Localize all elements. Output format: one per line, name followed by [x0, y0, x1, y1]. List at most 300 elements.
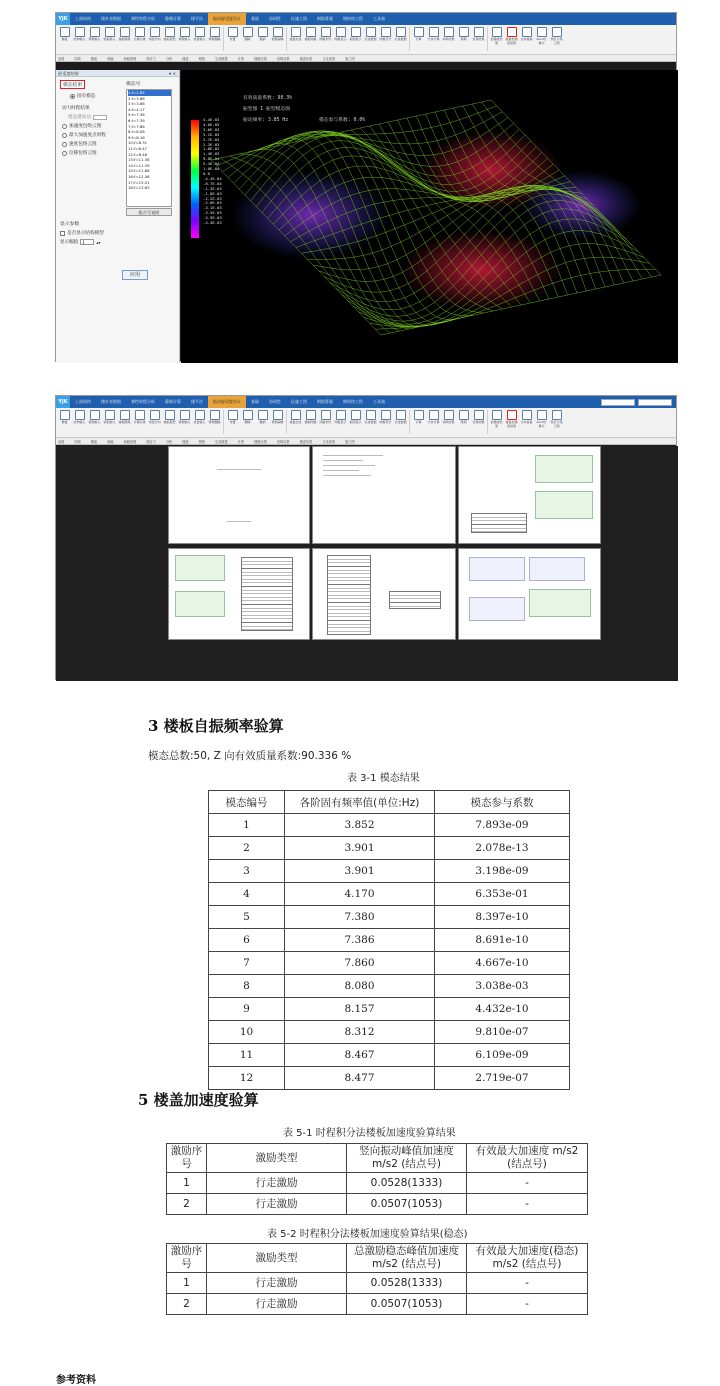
ribbon-button[interactable]	[103, 410, 116, 425]
table-cell: -	[467, 1294, 588, 1315]
ribbon-button-label: 荷载输入	[178, 37, 191, 41]
table-row	[209, 1067, 570, 1090]
mode-list-item[interactable]: 4:f=4.17	[128, 106, 145, 112]
ribbon-button-label: 加速度结果	[490, 420, 503, 428]
module-select[interactable]	[638, 399, 672, 406]
ribbon-group-label: 参数	[58, 56, 65, 61]
ribbon-button-label: 结构输入	[73, 420, 86, 424]
ribbon-toolbar	[56, 25, 676, 55]
table-cell: 3	[209, 860, 285, 883]
ribbon-tool-icon	[351, 410, 361, 420]
ribbon-button-label: 布面方向	[148, 420, 161, 424]
ribbon-separator	[487, 27, 488, 51]
menu-tab[interactable]: 砼施工图	[291, 399, 307, 404]
menu-tab[interactable]: 静载计算	[165, 16, 181, 21]
ribbon-separator	[223, 27, 224, 51]
mode-list-item[interactable]: 10:f=8.31	[128, 140, 148, 146]
ribbon-group-label: 参数	[58, 439, 65, 444]
ribbon-button[interactable]	[289, 410, 302, 425]
ribbon-button-label: 预应力施工图	[550, 37, 563, 45]
radio-icon	[70, 94, 75, 99]
table-cell: 7.893e-09	[435, 814, 570, 837]
ribbon-button[interactable]	[550, 27, 563, 45]
page-thumbnail-5[interactable]	[312, 548, 456, 640]
ribbon-tool-icon	[537, 27, 547, 37]
ribbon-group-label: 生成数据	[214, 56, 228, 61]
ribbon-button[interactable]	[490, 410, 503, 428]
legend-value: -2.2E-03	[203, 195, 222, 201]
display-params	[60, 220, 172, 248]
mode-list-item[interactable]: 18:f=13.63	[128, 185, 150, 191]
radio-accel-cloud[interactable]: 加速度包络云图	[62, 123, 124, 129]
table-row	[209, 1021, 570, 1044]
table-accel-results	[166, 1143, 588, 1215]
menu-tab[interactable]: 工具箱	[373, 16, 385, 21]
ribbon-button-label: 楼板网格	[304, 420, 317, 424]
col-steady-peak-accel: 总激励稳态峰值加速度 m/s2 (结点号)	[347, 1244, 467, 1273]
mode-list-item[interactable]: 3:f=3.86	[128, 101, 145, 107]
ribbon-tool-icon	[120, 410, 130, 420]
table31-clip	[208, 790, 572, 1084]
ribbon-button-label: 位移结果	[472, 37, 485, 41]
ribbon-tool-icon	[150, 410, 160, 420]
legend-value: 4.4E-03	[203, 117, 220, 122]
ribbon-button[interactable]	[334, 27, 347, 42]
ribbon-button[interactable]	[472, 27, 485, 42]
ribbon-button[interactable]	[379, 410, 392, 425]
menu-tab[interactable]: 基础	[251, 399, 259, 404]
table-cell: 6.353e-01	[435, 883, 570, 906]
ribbon-button[interactable]	[241, 27, 254, 42]
ribbon-group-label: 楼板结果	[254, 439, 267, 444]
ribbon-button-label: 参数	[61, 420, 68, 424]
ribbon-tool-icon	[228, 27, 238, 37]
radio-disp-cloud[interactable]: 位移包络云图	[62, 150, 124, 156]
ribbon-tool-icon	[366, 27, 376, 37]
ribbon-button-label: 参数	[61, 37, 68, 41]
ribbon-button[interactable]	[208, 27, 221, 42]
ribbon-tool-icon	[306, 410, 316, 420]
mode-list[interactable]	[126, 89, 172, 207]
table-cell: 8.477	[285, 1067, 435, 1090]
menu-tab[interactable]: 砼施工图	[291, 16, 307, 21]
menu-tab[interactable]: 钢结构工程	[343, 16, 363, 21]
ribbon-separator	[223, 410, 224, 434]
legend-value: 4.0E-03	[203, 121, 220, 127]
ribbon-button[interactable]	[520, 27, 533, 42]
ribbon-button-label: 楼板振型	[163, 37, 176, 41]
ribbon-button[interactable]	[472, 410, 485, 425]
panel-title-bar	[56, 70, 179, 77]
table-cell: 4.432e-10	[435, 998, 570, 1021]
menu-tab[interactable]: 钢筋算量	[317, 399, 333, 404]
ribbon-button[interactable]	[304, 410, 317, 425]
menu-tab[interactable]: 钢筋算量	[317, 16, 333, 21]
spinner-icon[interactable]: ▴▾	[96, 239, 101, 245]
ribbon-button[interactable]	[442, 27, 455, 42]
ribbon-button[interactable]	[412, 410, 425, 425]
ribbon-button[interactable]	[427, 410, 440, 425]
ribbon-button[interactable]	[73, 27, 86, 42]
table-cell: 7.380	[285, 906, 435, 929]
ribbon-button-label: 布面方向	[148, 37, 161, 41]
ribbon-button[interactable]	[118, 410, 131, 425]
3d-viewport[interactable]	[181, 70, 678, 363]
ribbon-group-label: 预应力	[146, 56, 156, 61]
menu-tab[interactable]: 振动舒适度设计	[208, 396, 246, 408]
ribbon-group-label: 楼盖结果	[299, 56, 313, 61]
ribbon-tool-icon	[552, 410, 562, 420]
ribbon-group-label: 楼盖结果	[299, 439, 313, 444]
ribbon-separator	[409, 27, 410, 51]
legend-value: 2.7E-03	[203, 136, 220, 142]
ribbon-tool-icon	[180, 27, 190, 37]
ribbon-tool-icon	[90, 27, 100, 37]
table-cell: 8.467	[285, 1044, 435, 1067]
radio-max-accel[interactable]: 最大加速度点时程	[62, 132, 124, 138]
scale-input[interactable]: 1	[80, 239, 94, 245]
menu-tab[interactable]: 楼补充数据	[101, 399, 121, 404]
report-canvas[interactable]	[56, 446, 678, 681]
combo-row: 楼盖叠加法	[68, 114, 124, 120]
table52-caption: 表 5-2 时程积分法楼板加速度验算结果(稳态)	[267, 1229, 468, 1240]
ribbon-tool-icon	[492, 410, 502, 420]
ribbon-button[interactable]	[535, 27, 548, 45]
ribbon-tool-icon	[414, 410, 424, 420]
menu-tab[interactable]: 上部结构	[75, 399, 91, 404]
ribbon-button-label: 网格设计	[379, 37, 392, 41]
ribbon-group-label: 荷载管理	[123, 439, 137, 444]
ribbon-button[interactable]	[226, 410, 239, 425]
apply-button[interactable]: 应用	[122, 270, 148, 280]
app-logo-2: YJK	[56, 396, 70, 408]
ribbon-button[interactable]	[163, 27, 176, 42]
table-cell: 6.109e-09	[435, 1044, 570, 1067]
ribbon-separator	[286, 410, 287, 434]
ribbon-button[interactable]	[490, 27, 503, 45]
col-excitation-type: 激励类型	[207, 1144, 347, 1173]
ribbon-button[interactable]	[208, 410, 221, 425]
ribbon-tool-icon	[210, 410, 220, 420]
table-row	[209, 883, 570, 906]
ribbon-button-label: 频率结果	[442, 420, 455, 424]
table-cell: 3.852	[285, 814, 435, 837]
mode-list-item[interactable]: 9:f=8.16	[128, 134, 145, 140]
ribbon-button[interactable]	[394, 410, 407, 425]
page-thumbnail-6[interactable]	[458, 548, 601, 640]
legend-value: 9.8E-04	[203, 156, 220, 162]
table-cell: 0.0507(1053)	[347, 1294, 467, 1315]
ribbon-tool-icon	[492, 27, 502, 37]
table-cell: 8.397e-10	[435, 906, 570, 929]
table-cell: 4.170	[285, 883, 435, 906]
ribbon-button[interactable]	[88, 27, 101, 42]
timehistory-label: 动力时程结果	[62, 106, 90, 111]
ribbon-button-label: 生成数据	[364, 420, 377, 424]
table-cell: 2	[167, 1294, 207, 1315]
ribbon-tool-icon	[135, 27, 145, 37]
ribbon-tool-icon	[507, 27, 517, 37]
page-thumbnail-3[interactable]	[458, 446, 601, 544]
col-participation: 模态参与系数	[435, 791, 570, 814]
ribbon-button[interactable]	[412, 27, 425, 42]
menu-tabs	[70, 13, 390, 25]
mode-list-item[interactable]: 6:f=7.39	[128, 117, 145, 123]
modal-results-tab[interactable]: 模态结果	[60, 80, 85, 89]
legend-value: 1.4E-03	[203, 151, 220, 157]
radio-icon	[62, 133, 67, 138]
table-cell: 0.0528(1333)	[347, 1273, 467, 1294]
ribbon-button[interactable]	[148, 27, 161, 42]
table-cell: 1	[167, 1273, 207, 1294]
table-cell: 3.901	[285, 860, 435, 883]
effective-mass-text: 有效质量系数: 90.3%	[243, 96, 292, 101]
mode-list-item[interactable]: 12:f=8.48	[128, 151, 148, 157]
ribbon-button[interactable]	[505, 27, 518, 45]
radio-vel-cloud[interactable]: 速度包络云图	[62, 141, 124, 147]
ribbon-button[interactable]	[256, 27, 269, 42]
ribbon-button[interactable]	[379, 27, 392, 42]
ribbon-button[interactable]	[193, 27, 206, 42]
ribbon-button[interactable]	[133, 410, 146, 425]
mode-list-item[interactable]: 17:f=13.01	[128, 179, 150, 185]
table-cell: 2.719e-07	[435, 1067, 570, 1090]
ribbon-button[interactable]	[58, 27, 71, 42]
ribbon-button[interactable]	[427, 27, 440, 42]
ribbon-button[interactable]	[118, 27, 131, 42]
mode-list-item[interactable]: 1:f=2.85	[128, 90, 171, 96]
ribbon-button[interactable]	[103, 27, 116, 42]
ribbon-button-label: 楼盖生成	[289, 420, 302, 424]
ribbon-button-label: 荷载输入	[88, 420, 101, 424]
ribbon-tool-icon	[414, 27, 424, 37]
ribbon-tool-icon	[552, 27, 562, 37]
ribbon-button[interactable]	[319, 27, 332, 42]
table31-caption: 表 3-1 模态结果	[347, 773, 420, 784]
page-thumbnail-2[interactable]	[312, 446, 456, 544]
ribbon-button-label: 网格划分	[319, 420, 332, 424]
scale-row: 显示幅值 1 ▴▾	[60, 239, 101, 245]
ribbon-tool-icon	[444, 410, 454, 420]
table-cell: 8.157	[285, 998, 435, 1021]
ribbon-tool-icon	[459, 410, 469, 420]
ribbon-tool-icon	[537, 410, 547, 420]
ribbon-button[interactable]	[349, 27, 362, 42]
menu-tab[interactable]: 基础	[251, 16, 259, 21]
ribbon-button[interactable]	[193, 410, 206, 425]
ribbon-tool-icon	[258, 27, 268, 37]
mode-shape-mesh	[181, 70, 678, 363]
ribbon-button-label: 分步计算	[427, 420, 440, 424]
ribbon-button[interactable]	[319, 410, 332, 425]
ribbon-button[interactable]	[256, 410, 269, 425]
ribbon-button[interactable]	[334, 410, 347, 425]
ribbon-button-label: 质量输入	[193, 37, 206, 41]
ribbon-button[interactable]	[58, 410, 71, 425]
references-heading: 参考资料	[56, 1375, 96, 1386]
table-cell: 3.901	[285, 837, 435, 860]
menu-tab[interactable]: 弹性时程分析	[131, 16, 155, 21]
table-cell: 4	[209, 883, 285, 906]
ribbon-button-label: 结构输入	[73, 37, 86, 41]
table-cell: 7.386	[285, 929, 435, 952]
ribbon-tool-icon	[306, 27, 316, 37]
ribbon-group-label: 结构	[74, 56, 81, 61]
ribbon-tool-icon	[135, 410, 145, 420]
ribbon-tool-icon	[321, 410, 331, 420]
ribbon-tool-icon	[291, 410, 301, 420]
ribbon-button[interactable]	[271, 27, 284, 42]
ribbon-button[interactable]	[442, 410, 455, 425]
table-cell: -	[467, 1173, 588, 1194]
ribbon-group-label: 施工图	[345, 439, 355, 444]
ribbon-group-label: 结构结果	[276, 439, 290, 444]
ribbon-button[interactable]	[394, 27, 407, 42]
mode-list-item[interactable]: 13:f=11.38	[128, 157, 150, 163]
table-cell: 10	[209, 1021, 285, 1044]
ribbon-tool-icon	[195, 410, 205, 420]
ribbon-button-label: 计算区域	[133, 420, 146, 424]
ribbon-button-label: 荷载输入	[88, 37, 101, 41]
ribbon-group-labels-2	[56, 438, 676, 445]
menu-tab[interactable]: 协同性	[269, 16, 281, 21]
col-effective-accel: 有效最大加速度 m/s2 (结点号)	[467, 1144, 588, 1173]
ribbon-group-label: 网格	[198, 56, 205, 61]
result-options	[62, 90, 124, 159]
menu-tab[interactable]: 上部结构	[75, 16, 91, 21]
menu-tab[interactable]: 振动舒适度设计	[208, 13, 246, 25]
ribbon-button-label: 撤销	[259, 37, 266, 41]
mode-list-item[interactable]: 14:f=11.39	[128, 162, 150, 168]
legend-value: 2.3E-03	[203, 141, 220, 147]
legend-value: -4.4E-03	[203, 220, 222, 226]
mode-shape-text: 振型图 1 振型模态图	[243, 107, 291, 112]
ribbon-button[interactable]	[73, 410, 86, 425]
ribbon-tool-icon	[60, 410, 70, 420]
menu-tab[interactable]: 弹性时程分析	[131, 399, 155, 404]
menu-tab[interactable]: 静载计算	[165, 399, 181, 404]
mode-list-item[interactable]: 15:f=11.86	[128, 168, 150, 174]
ribbon-button[interactable]	[289, 27, 302, 42]
participation-text: 模态参与系数: 0.0%	[319, 118, 366, 123]
legend-value: 1.8E-03	[203, 146, 220, 152]
ribbon-button-label: 布置	[229, 37, 236, 41]
ribbon-button-label: 荷载编辑	[271, 37, 284, 41]
mode-list-item[interactable]: 2:f=3.86	[128, 95, 145, 101]
menu-tab[interactable]: 工具箱	[373, 399, 385, 404]
ribbon-button[interactable]	[520, 410, 533, 425]
ribbon-tool-icon	[210, 27, 220, 37]
ribbon-toolbar-2	[56, 408, 676, 438]
ribbon-button[interactable]	[364, 27, 377, 42]
mode-list-item[interactable]: 11:f=8.47	[128, 145, 148, 151]
ribbon-button[interactable]	[505, 410, 518, 428]
ribbon-group-label: 楼盖	[182, 56, 189, 61]
mode-list-item[interactable]: 7:f=7.86	[128, 123, 145, 129]
ribbon-button-label: word计算书	[536, 420, 547, 428]
ribbon-button[interactable]	[88, 410, 101, 425]
search-input[interactable]	[601, 399, 635, 406]
ribbon-button[interactable]	[304, 27, 317, 42]
close-icon[interactable]: ▾ ×	[169, 71, 176, 76]
menu-tab[interactable]: 楼平法	[191, 399, 203, 404]
ribbon-button[interactable]	[178, 410, 191, 425]
table-row	[209, 1044, 570, 1067]
show-structure-checkbox[interactable]: 是否显示结构模型	[60, 230, 172, 236]
ribbon-tool-icon	[105, 27, 115, 37]
table-cell: 0.0507(1053)	[347, 1194, 467, 1215]
ribbon-button[interactable]	[163, 410, 176, 425]
ribbon-button-label: 楼盖生成	[289, 37, 302, 41]
ribbon-button[interactable]	[349, 410, 362, 425]
ribbon-group-label: 施工图	[345, 56, 355, 61]
ribbon-group-labels	[56, 55, 676, 62]
ribbon-button-label: 位移结果	[472, 420, 485, 424]
mode-list-item[interactable]: 5:f=7.38	[128, 112, 145, 118]
ribbon-button[interactable]	[271, 410, 284, 425]
ribbon-button-label: 楼盖加速度结果	[505, 37, 518, 45]
ribbon-button[interactable]	[535, 410, 548, 428]
menu-tab[interactable]: 楼补充数据	[101, 16, 121, 21]
ribbon-button[interactable]	[364, 410, 377, 425]
ribbon-button-label: 文本查看	[520, 420, 533, 424]
ribbon-button-label: 生成数据	[394, 37, 407, 41]
legend-value: -3.5E-03	[203, 210, 222, 216]
menu-tabs-2	[70, 396, 390, 408]
table-cell: 2.078e-13	[435, 837, 570, 860]
ribbon-separator	[409, 410, 410, 434]
table-cell: 2	[209, 837, 285, 860]
ribbon-button-label: 板网显示	[349, 37, 362, 41]
table-cell: 行走激励	[207, 1273, 347, 1294]
ribbon-tool-icon	[180, 410, 190, 420]
mode-explain-button[interactable]: 组合号说明	[126, 208, 172, 216]
ribbon-button[interactable]	[133, 27, 146, 42]
combo-select[interactable]	[93, 115, 107, 120]
ribbon-button[interactable]	[178, 27, 191, 42]
table-header-row	[167, 1244, 588, 1273]
radio-natural-mode[interactable]: 固有模态	[70, 93, 124, 99]
ribbon-button[interactable]	[148, 410, 161, 425]
menu-tab[interactable]: 楼平法	[191, 16, 203, 21]
table-cell: 9.810e-07	[435, 1021, 570, 1044]
page-thumbnail-1[interactable]	[168, 446, 310, 544]
ribbon-tool-icon	[474, 27, 484, 37]
page-thumbnail-4[interactable]	[168, 548, 310, 640]
ribbon-button[interactable]	[457, 410, 470, 425]
ribbon-button-label: 楼板隔离	[118, 37, 131, 41]
table-row	[167, 1173, 588, 1194]
ribbon-group-label: 生成数据	[214, 439, 228, 444]
legend-value: -8.7E-04	[203, 180, 222, 186]
ribbon-button[interactable]	[226, 27, 239, 42]
table-cell: 5	[209, 906, 285, 929]
ribbon-button[interactable]	[457, 27, 470, 42]
table-accel-steady	[166, 1243, 588, 1315]
table-header-row	[209, 791, 570, 814]
ribbon-button[interactable]	[550, 410, 563, 428]
mode-list-item[interactable]: 8:f=8.08	[128, 129, 145, 135]
ribbon-tool-icon	[165, 410, 175, 420]
mode-list-item[interactable]: 16:f=12.46	[128, 173, 150, 179]
legend-value: 3.6E-03	[203, 126, 220, 132]
menu-tab[interactable]: 协同性	[269, 399, 281, 404]
table-row	[209, 975, 570, 998]
ribbon-separator	[487, 410, 488, 434]
ribbon-button[interactable]	[241, 410, 254, 425]
table-cell: 6	[209, 929, 285, 952]
menu-tab[interactable]: 钢结构工程	[343, 399, 363, 404]
